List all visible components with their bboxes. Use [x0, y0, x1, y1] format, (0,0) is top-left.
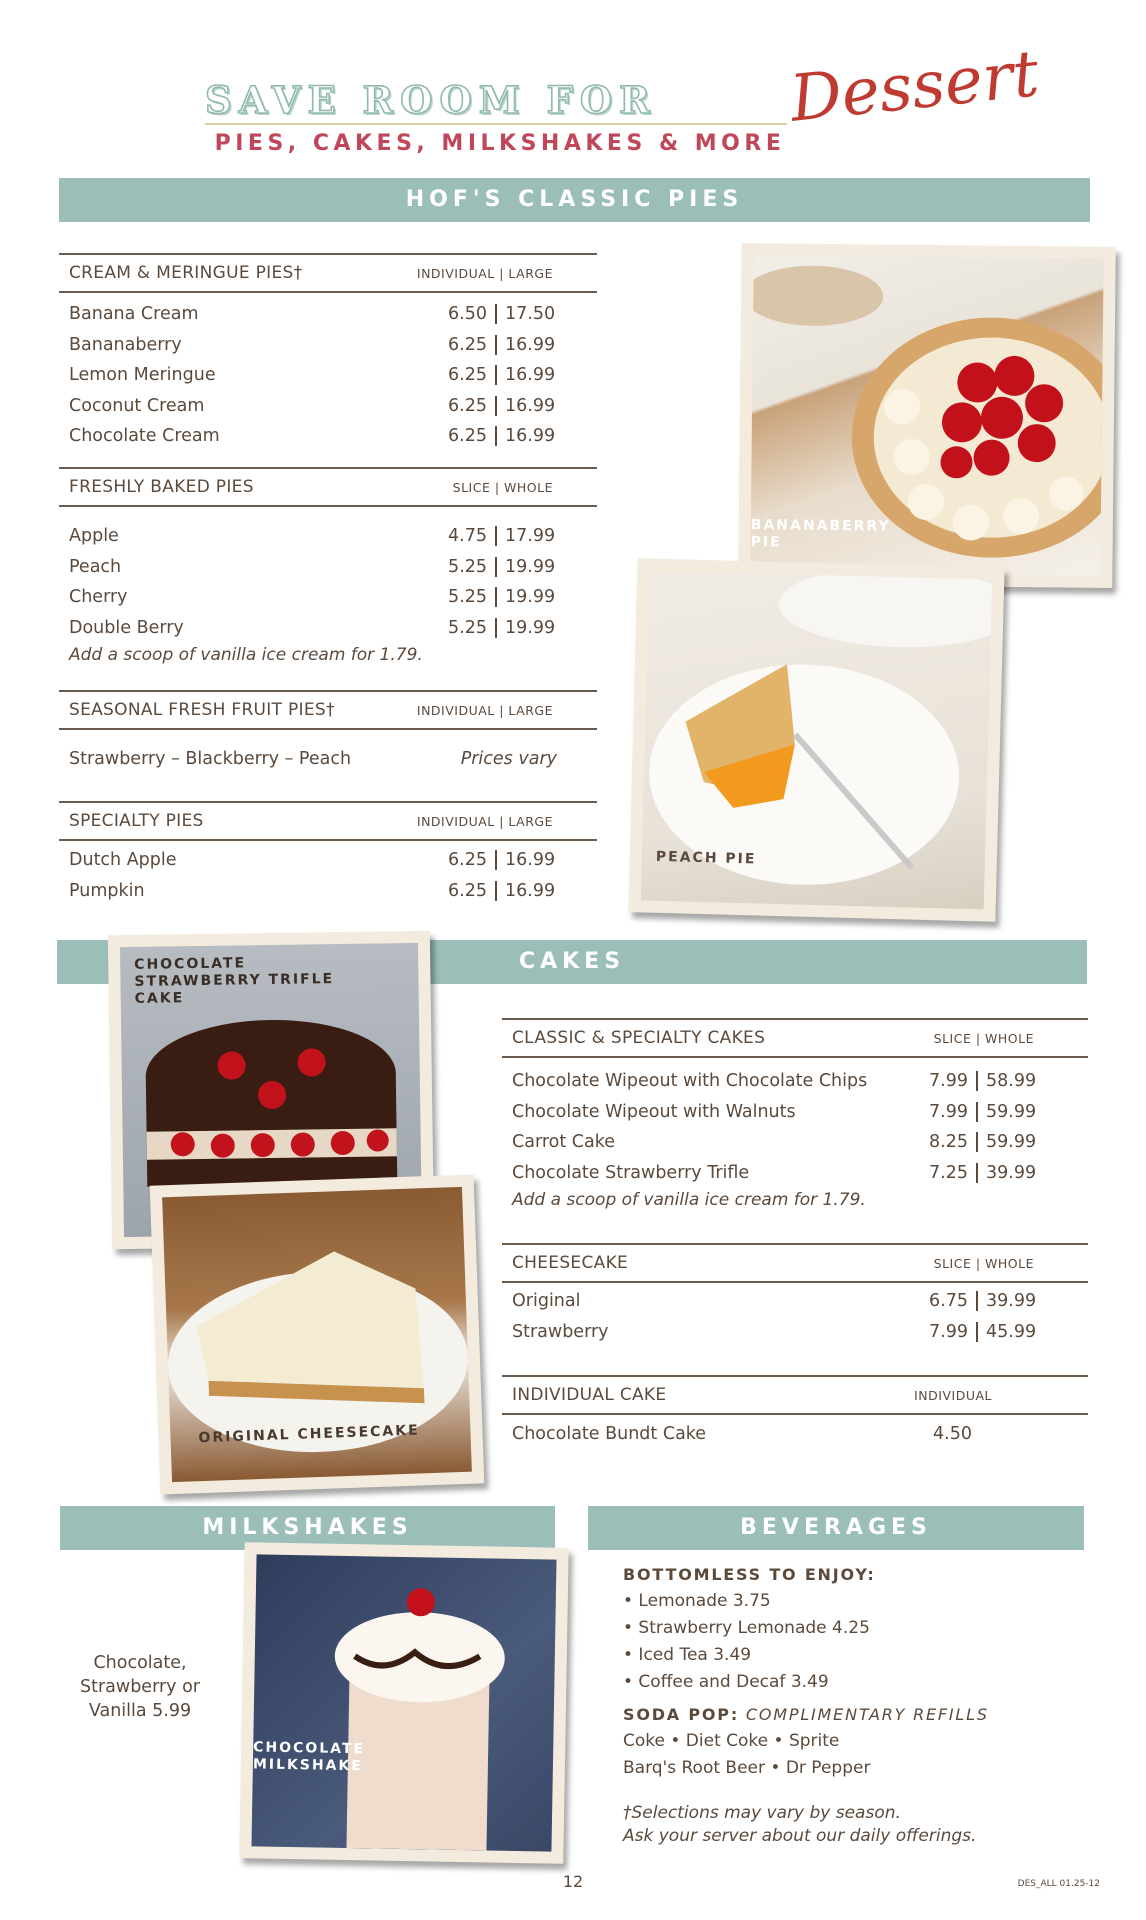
section-title: SPECIALTY PIES	[69, 811, 204, 831]
soda-heading	[623, 1701, 1083, 1728]
price-small: 6.50	[448, 304, 487, 325]
beverage-item: • Coffee and Decaf 3.49	[623, 1672, 829, 1692]
document-code: DES_ALL 01.25-12	[1017, 1879, 1100, 1889]
item-price	[435, 365, 559, 385]
item-price	[435, 304, 559, 324]
section-header	[502, 1375, 1088, 1415]
soda-line: Barq's Root Beer • Dr Pepper	[623, 1758, 871, 1778]
menu-item-row	[502, 1419, 1088, 1450]
header-subtitle: PIES, CAKES, MILKSHAKES & MORE	[214, 131, 786, 156]
section-columns: INDIVIDUAL | LARGE	[416, 813, 553, 829]
section-columns: SLICE | WHOLE	[933, 1255, 1034, 1271]
price-large: 17.99	[505, 526, 556, 547]
price-divider	[976, 1102, 978, 1122]
price-small: 6.25	[448, 850, 487, 871]
item-name: Lemon Meringue	[69, 365, 216, 386]
section-title: SEASONAL FRESH FRUIT PIES†	[69, 700, 335, 720]
price-small: 5.25	[448, 587, 487, 608]
item-name: Pumpkin	[69, 880, 145, 901]
price-small: 7.99	[929, 1071, 968, 1092]
price-large: 59.99	[986, 1101, 1037, 1122]
ice-cream-note: Add a scoop of vanilla ice cream for 1.79.	[69, 645, 423, 665]
item-name: Dutch Apple	[69, 850, 177, 871]
price-small: 6.75	[929, 1291, 968, 1312]
individual-cake-section	[502, 1375, 1088, 1450]
item-price: 4.50	[933, 1424, 972, 1445]
item-price	[435, 335, 559, 355]
price-small: 8.25	[929, 1132, 968, 1153]
milkshake-line: Chocolate,	[93, 1653, 187, 1673]
beverages-list	[623, 1561, 1083, 1848]
section-header	[59, 690, 597, 730]
price-large: 16.99	[505, 426, 556, 447]
classic-cakes-section	[502, 1018, 1088, 1210]
cheesecake-section	[502, 1243, 1088, 1347]
item-name: Original	[512, 1291, 581, 1312]
price-divider	[976, 1132, 978, 1152]
price-divider	[976, 1163, 978, 1183]
section-columns: INDIVIDUAL | LARGE	[416, 265, 553, 281]
menu-item-row	[59, 421, 597, 452]
price-large: 58.99	[986, 1071, 1037, 1092]
price-divider	[495, 304, 497, 324]
section-header	[59, 253, 597, 293]
item-price	[916, 1291, 1040, 1311]
item-price: Prices vary	[460, 749, 557, 770]
item-name: Strawberry – Blackberry – Peach	[69, 749, 352, 770]
menu-item-row	[59, 582, 597, 613]
milkshakes-banner-label: MILKSHAKES	[202, 1515, 413, 1540]
cakes-banner-label: CAKES	[518, 949, 626, 974]
price-divider	[495, 396, 497, 416]
price-large: 16.99	[505, 334, 556, 355]
menu-item-row	[502, 1158, 1088, 1189]
menu-item-row	[59, 521, 597, 552]
seasonal-section	[59, 690, 597, 775]
price-divider	[495, 881, 497, 901]
item-name: Double Berry	[69, 617, 184, 638]
milkshake-line: Strawberry or	[80, 1677, 200, 1697]
section-header	[59, 467, 597, 507]
item-name: Chocolate Strawberry Trifle	[512, 1162, 750, 1183]
footnote: Ask your server about our daily offerings.	[623, 1826, 977, 1846]
item-name: Chocolate Wipeout with Chocolate Chips	[512, 1071, 868, 1092]
photo-caption: CHOCOLATE MILKSHAKE	[252, 1739, 366, 1775]
item-price	[916, 1071, 1040, 1091]
menu-item-row	[502, 1127, 1088, 1158]
header-script-title: Dessert	[786, 37, 1043, 137]
section-title: CHEESECAKE	[512, 1253, 629, 1273]
price-large: 16.99	[505, 395, 556, 416]
price-divider	[495, 587, 497, 607]
cheesecake-photo	[150, 1174, 485, 1494]
price-divider	[495, 526, 497, 546]
price-large: 59.99	[986, 1132, 1037, 1153]
freshly-baked-section	[59, 467, 597, 665]
price-large: 45.99	[986, 1321, 1037, 1342]
menu-item-row	[502, 1286, 1088, 1317]
milkshake-photo	[239, 1542, 568, 1864]
menu-item-row	[59, 845, 597, 876]
item-name: Chocolate Bundt Cake	[512, 1424, 707, 1445]
price-small: 7.25	[929, 1162, 968, 1183]
cream-meringue-section	[59, 253, 597, 452]
price-large: 39.99	[986, 1162, 1037, 1183]
peach-pie-photo	[628, 558, 1004, 921]
menu-item-row	[59, 613, 597, 644]
price-divider	[495, 335, 497, 355]
photo-caption: CHOCOLATE STRAWBERRY TRIFLE CAKE	[134, 955, 335, 1007]
price-small: 5.25	[448, 617, 487, 638]
soda-line: Coke • Diet Coke • Sprite	[623, 1731, 840, 1751]
menu-item-row	[59, 299, 597, 330]
header-title: SAVE ROOM FOR	[205, 78, 657, 122]
beverage-item: • Strawberry Lemonade 4.25	[623, 1618, 870, 1638]
header-divider	[205, 123, 787, 125]
price-small: 4.75	[448, 526, 487, 547]
section-title: CREAM & MERINGUE PIES†	[69, 263, 303, 283]
section-title: INDIVIDUAL CAKE	[512, 1385, 667, 1405]
pies-banner	[59, 178, 1090, 222]
price-divider	[495, 618, 497, 638]
price-divider	[495, 365, 497, 385]
menu-item-row	[59, 391, 597, 422]
price-large: 17.50	[505, 304, 556, 325]
price-small: 6.25	[448, 334, 487, 355]
item-price	[435, 426, 559, 446]
specialty-section	[59, 801, 597, 906]
price-small: 6.25	[448, 395, 487, 416]
section-title: FRESHLY BAKED PIES	[69, 477, 254, 497]
section-columns: INDIVIDUAL | LARGE	[416, 702, 553, 718]
price-divider	[495, 557, 497, 577]
menu-item-row	[59, 744, 597, 775]
milkshake-description	[60, 1651, 220, 1723]
section-header	[59, 801, 597, 841]
item-name: Coconut Cream	[69, 395, 205, 416]
price-small: 5.25	[448, 556, 487, 577]
item-price	[916, 1322, 1040, 1342]
item-price	[916, 1163, 1040, 1183]
bananaberry-pie-photo	[738, 243, 1116, 588]
item-price	[435, 396, 559, 416]
menu-item-row	[59, 552, 597, 583]
price-divider	[976, 1071, 978, 1091]
item-name: Bananaberry	[69, 334, 182, 355]
menu-item-row	[59, 330, 597, 361]
section-columns: SLICE | WHOLE	[452, 479, 553, 495]
item-name: Chocolate Wipeout with Walnuts	[512, 1101, 796, 1122]
item-price	[916, 1102, 1040, 1122]
menu-item-row	[59, 876, 597, 907]
milkshake-line: Vanilla 5.99	[88, 1701, 192, 1721]
item-price	[435, 881, 559, 901]
item-name: Carrot Cake	[512, 1132, 615, 1153]
price-divider	[976, 1291, 978, 1311]
section-columns: SLICE | WHOLE	[933, 1030, 1034, 1046]
item-price	[916, 1132, 1040, 1152]
menu-item-row	[59, 360, 597, 391]
price-small: 6.25	[448, 426, 487, 447]
item-price	[435, 850, 559, 870]
item-name: Strawberry	[512, 1321, 609, 1342]
section-header	[502, 1243, 1088, 1283]
ice-cream-note: Add a scoop of vanilla ice cream for 1.79.	[512, 1190, 866, 1210]
item-name: Chocolate Cream	[69, 426, 220, 447]
price-small: 7.99	[929, 1321, 968, 1342]
photo-caption: BANANABERRY PIE	[750, 517, 891, 551]
price-divider	[976, 1322, 978, 1342]
item-name: Peach	[69, 556, 122, 577]
photo-caption: PEACH PIE	[655, 848, 757, 868]
item-price	[435, 557, 559, 577]
item-price	[435, 618, 559, 638]
item-name: Apple	[69, 526, 119, 547]
price-large: 16.99	[505, 365, 556, 386]
price-large: 39.99	[986, 1291, 1037, 1312]
section-title: CLASSIC & SPECIALTY CAKES	[512, 1028, 766, 1048]
section-columns: INDIVIDUAL	[914, 1387, 992, 1403]
price-divider	[495, 850, 497, 870]
photo-caption: ORIGINAL CHEESECAKE	[198, 1422, 420, 1447]
price-small: 6.25	[448, 880, 487, 901]
section-header	[502, 1018, 1088, 1058]
menu-item-row	[502, 1317, 1088, 1348]
price-small: 7.99	[929, 1101, 968, 1122]
menu-item-row	[502, 1097, 1088, 1128]
price-divider	[495, 426, 497, 446]
item-name: Cherry	[69, 587, 128, 608]
soda-subtitle: COMPLIMENTARY REFILLS	[745, 1705, 989, 1724]
page-number: 12	[562, 1872, 584, 1891]
beverage-item: • Iced Tea 3.49	[623, 1645, 752, 1665]
item-price	[435, 587, 559, 607]
item-name: Banana Cream	[69, 304, 199, 325]
beverages-banner	[588, 1506, 1084, 1550]
soda-title: SODA POP:	[623, 1705, 740, 1724]
footnote: †Selections may vary by season.	[623, 1803, 901, 1823]
price-small: 6.25	[448, 365, 487, 386]
pies-banner-label: HOF'S CLASSIC PIES	[405, 187, 744, 212]
price-large: 19.99	[505, 587, 556, 608]
menu-item-row	[502, 1066, 1088, 1097]
bottomless-title: BOTTOMLESS TO ENJOY:	[623, 1565, 876, 1584]
price-large: 16.99	[505, 880, 556, 901]
milkshake-illustration	[251, 1554, 556, 1851]
item-price	[435, 526, 559, 546]
price-large: 16.99	[505, 850, 556, 871]
beverage-item: • Lemonade 3.75	[623, 1591, 771, 1611]
price-large: 19.99	[505, 617, 556, 638]
price-large: 19.99	[505, 556, 556, 577]
beverages-banner-label: BEVERAGES	[740, 1515, 932, 1540]
